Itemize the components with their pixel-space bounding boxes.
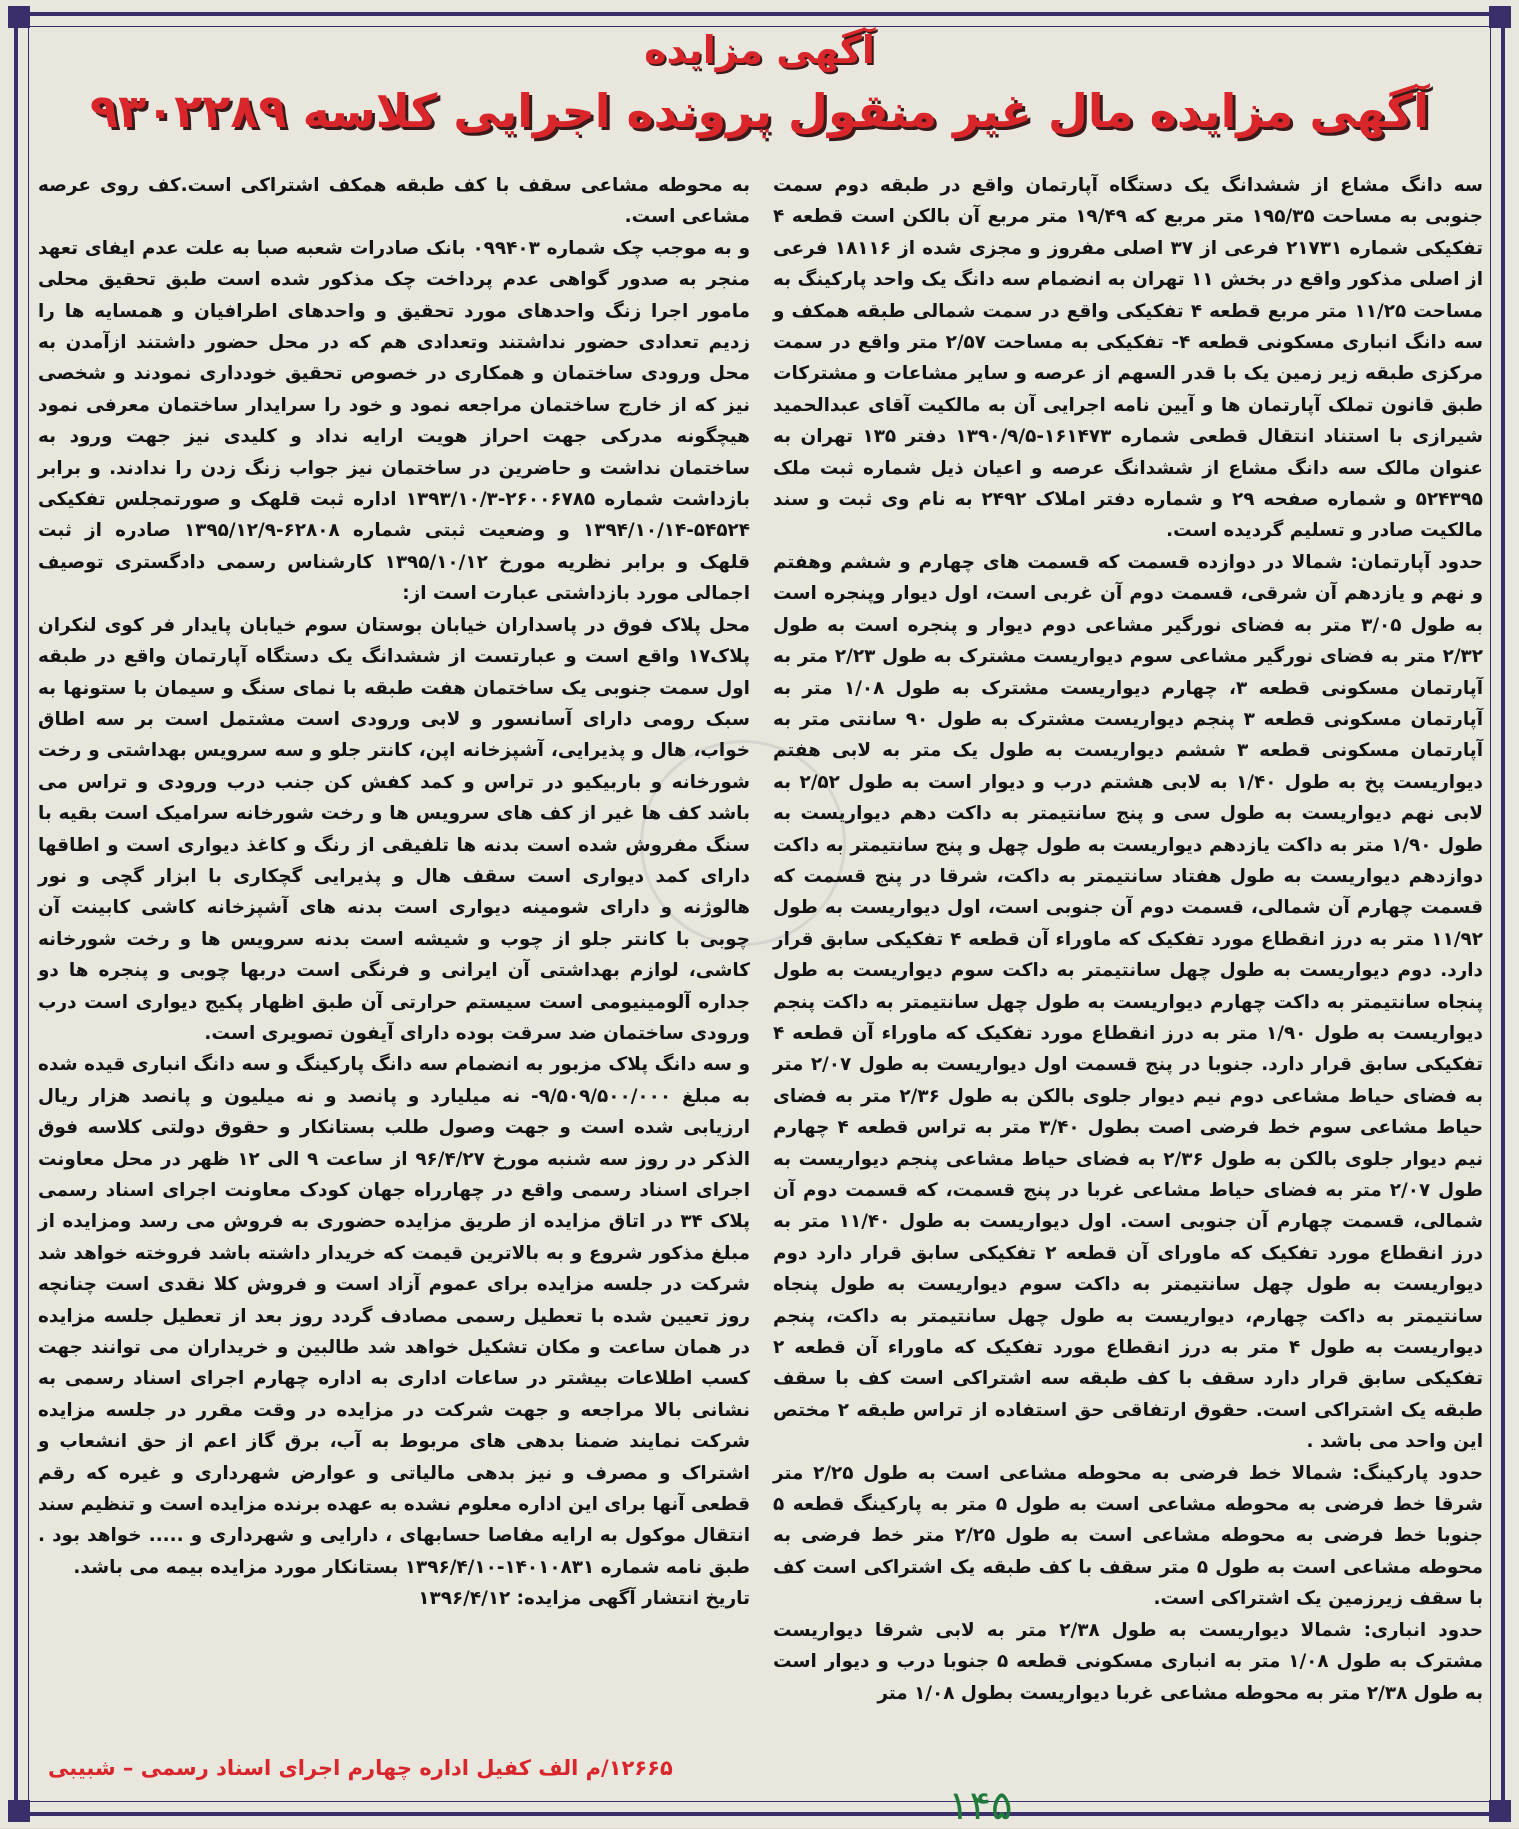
seizure-details-paragraph: و به موجب چک شماره ۰۹۹۴۰۳ بانک صادرات شعبه صبا به علت عدم ایفای تعهد منجر به صدور گواهی عدم پرداخت چک مذکور شده است طبق تحقیق محلی مامور اجرا زنگ واحدهای مورد تحقیق و واحدهای اطرافیان و همسایه ها را زدیم تعدادی حضور نداشتند وتعدادی هم که در محل حضور داشتند ازآمدن به محل ورودی ساختمان و همکاری در خصوص تحقیق خودداری نمودند و شخصی نیز که از خارج ساختمان مراجعه نمود و خود را سرایدار ساختمان معرفی نمود هیچگونه مدرکی جهت احراز هویت ارایه نداد و کلیدی نیز جهت ورود به ساختمان نداشت و حاضرین در ساختمان نیز جواب زنگ زدن را ندادند. و برابر بازداشت شماره ۲۶۰۰۶۷۸۵-۱۳۹۳/۱۰/۳ اداره ثبت قلهک و صورتمجلس تفکیکی ۵۴۵۲۴-۱۳۹۴/۱۰/۱۴ و وضعیت ثبتی شماره ۶۲۸۰۸-۱۳۹۵/۱۲/۹ صادره از ثبت قلهک و برابر نظریه مورخ ۱۳۹۵/۱۰/۱۲ کارشناس رسمی دادگستری توصیف اجمالی مورد بازداشتی عبارت است از: xyxy=(38,237,751,605)
left-text-column xyxy=(38,170,750,1615)
right-text-column xyxy=(773,170,1483,1709)
notice-title: آگهی مزایده xyxy=(644,28,875,72)
frame-corner xyxy=(1489,1800,1511,1822)
official-signature-line: ۱۲۶۶۵/م الف کفیل اداره چهارم اجرای اسناد رسمی – شبیبی xyxy=(48,1756,673,1780)
frame-corner xyxy=(8,1800,30,1822)
property-description-paragraph: سه دانگ مشاع از ششدانگ یک دستگاه آپارتمان واقع در طبقه دوم سمت جنوبی به مساحت ۱۹۵/۳۵ متر مربع که ۱۹/۴۹ متر مربع آن بالکن است قطعه ۴ تفکیکی شماره ۲۱۷۳۱ فرعی از ۳۷ اصلی مفروز و مجزی شده از ۱۸۱۱۶ فرعی از اصلی مذکور واقع در بخش ۱۱ تهران به انضمام سه دانگ یک واحد پارکینگ به مساحت ۱۱/۲۵ متر مربع قطعه ۴ تفکیکی واقع در سمت شمالی طبقه همکف و سه دانگ انباری مسکونی قطعه ۴- تفکیکی به مساحت ۲/۵۷ متر واقع در سمت مرکزی طبقه زیر زمین یک با قدر السهم از عرصه و سایر مشاعات و مشترکات طبق قانون تملک آپارتمان ها و آیین نامه اجرایی آن به مالکیت آقای عبدالحمید شیرازی با استناد انتقال قطعی شماره ۱۶۱۴۷۳-۱۳۹۰/۹/۵ دفتر ۱۳۵ تهران به عنوان مالک سه دانگ مشاع از ششدانگ عرصه و اعیان ذیل شماره ثبت ملک ۵۲۴۳۹۵ و شماره صفحه ۲۹ و شماره دفتر املاک ۲۴۹۲ به نام وی ثبت و سند مالکیت صادر و تسلیم گردیده است. xyxy=(773,175,1484,542)
notice-subtitle: آگهی مزایده مال غیر منقول پرونده اجرایی کلاسه ۹۳۰۲۲۸۹ xyxy=(90,84,1429,138)
parking-boundaries-paragraph: حدود پارکینگ: شمالا خط فرضی به محوطه مشاعی است به طول ۲/۲۵ متر شرقا خط فرضی به محوطه مشاعی است به طول ۵ متر به پارکینگ قطعه ۵ جنوبا خط فرضی به محوطه مشاعی است به طول ۲/۲۵ متر خط فرضی به محوطه مشاعی است به طول ۵ متر سقف با کف طبقه یک اشتراکی است کف با سقف زیرزمین یک اشتراکی است. xyxy=(773,1462,1483,1610)
publication-date: تاریخ انتشار آگهی مزایده: ۱۳۹۶/۴/۱۲ xyxy=(418,1588,750,1610)
apartment-boundaries-paragraph: حدود آپارتمان: شمالا در دوازده قسمت که قسمت های چهارم و ششم وهفتم و نهم و یازدهم آن شرقی، قسمت دوم آن غربی است، اول دیوار وپنجره است به طول ۳/۰۵ متر به فضای نورگیر مشاعی دوم دیوار و پنجره است به طول ۲/۳۲ متر به فضای نورگیر مشاعی سوم دیواریست مشترک به طول ۲/۲۳ متر به آپارتمان مسکونی قطعه ۳، چهارم دیواریست مشترک به طول ۱/۰۸ متر به آپارتمان مسکونی قطعه ۳ پنجم دیواریست مشترک به طول ۹۰ سانتی متر به آپارتمان مسکونی قطعه ۳ ششم دیواریست به طول یک متر به لابی هفتم دیواریست پخ به طول ۱/۴۰ به لابی هشتم درب و دیوار است به طول ۲/۵۲ به لابی نهم دیواریست به طول سی و پنج سانتیمتر به داکت دهم دیواریست به طول ۱/۹۰ متر به داکت یازدهم دیواریست به طول چهل و پنج سانتیمتر به داکت دوازدهم دیواریست به طول هفتاد سانتیمتر به داکت، شرقا در پنج قسمت که قسمت چهارم آن شمالی، قسمت دوم آن جنوبی است، اول دیواریست به طول ۱۱/۹۲ متر به درز انقطاع مورد تفکیک که ماوراء آن قطعه ۴ تفکیکی سابق قرار دارد. دوم دیواریست به طول چهل سانتیمتر به داکت سوم دیواریست به طول پنجاه سانتیمتر به داکت چهارم دیواریست به طول چهل سانتیمتر به داکت پنجم دیواریست به طول ۱/۹۰ متر به درز انقطاع مورد تفکیک که ماوراء آن قطعه ۴ تفکیکی سابق قرار دارد. جنوبا در پنج قسمت اول دیواریست به طول ۲/۰۷ متر به فضای حیاط مشاعی دوم نیم دیوار جلوی بالکن به طول ۲/۳۶ متر به فضای حیاط مشاعی سوم خط فرضی اصت بطول ۳/۴۰ متر به تراس قطعه ۴ چهارم نیم دیوار جلوی بالکن به طول ۲/۳۶ به فضای حیاط مشاعی پنجم دیواریست به طول ۲/۰۷ متر به فضای حیاط مشاعی غربا در پنج قسمت، که قسمت دوم آن شمالی، قسمت چهارم آن جنوبی است. اول دیواریست به طول ۱۱/۴۰ متر به درز انقطاع مورد تفکیک که ماورای آن قطعه ۲ تفکیکی سابق قرار دارد دوم دیواریست به طول چهل سانتیمتر به داکت سوم دیواریست به طول پنجاه سانتیمتر به داکت چهارم، دیواریست به طول چهل سانتیمتر به داکت، پنجم دیواریست به طول ۴ متر به درز انقطاع مورد تفکیک که ماوراء آن قطعه ۲ تفکیکی سابق قرار دارد سقف با کف طبقه سه اشتراکی است کف با سقف طبقه یک اشتراکی است. حقوق ارتفاقی حق استفاده از تراس طبقه ۲ مختص این واحد می باشد . xyxy=(773,551,1484,1453)
frame-corner xyxy=(8,6,30,28)
frame-corner xyxy=(1489,6,1511,28)
storage-boundaries-paragraph: حدود انباری: شمالا دیواریست به طول ۲/۳۸ متر به لابی شرقا دیواریست مشترک به طول ۱/۰۸ متر به انباری مسکونی قطعه ۵ جنوبا درب و دیوار است به طول ۲/۳۸ متر به محوطه مشاعی غربا دیواریست بطول ۱/۰۸ متر xyxy=(773,1619,1483,1704)
storage-boundaries-continued: به محوطه مشاعی سقف با کف طبقه همکف اشتراکی است.کف روی عرصه مشاعی است. xyxy=(38,175,750,228)
property-location-paragraph: محل پلاک فوق در پاسداران خیابان بوستان سوم خیابان پایدار فر کوی لنکران پلاک۱۷ واقع است و عبارتست از ششدانگ یک دستگاه آپارتمان واقع در طبقه اول سمت جنوبی یک ساختمان هفت طبقه با نمای سنگ و سیمان با ستونها به سبک رومی دارای آسانسور و لابی ورودی است مشتمل است بر سه اطاق خواب، هال و پذیرایی، آشپزخانه اپن، کانتر جلو و سه سرویس بهداشتی و رخت شورخانه و باربیکیو در تراس و کمد کفش کن جنب درب ورودی و تراس می باشد کف ها غیر از کف های سرویس ها و رخت شورخانه سرامیک است بقیه با سنگ مفروش شده است بدنه ها تلفیقی از رنگ و کاغذ دیواری است و اطاقها دارای کمد دیواری است سقف هال و پذیرایی گچکاری با ابزار گچی و نور هالوژنه و دارای شومینه دیواری است بدنه های آشپزخانه کاشی کابینت آن چوبی با کانتر جلو از چوب و شیشه است بدنه سرویس ها و رخت شورخانه کاشی، لوازم بهداشتی آن ایرانی و فرنگی است دربها چوبی و پنجره ها دو جداره آلومینیومی است سیستم حرارتی آن طبق اظهار پکیج دیواری است درب ورودی ساختمان ضد سرقت بوده دارای آیفون تصویری است. xyxy=(38,614,750,1044)
auction-terms-paragraph: و سه دانگ پلاک مزبور به انضمام سه دانگ پارکینگ و سه دانگ انباری قیده شده به مبلغ ۹/۵۰۹/۵۰۰/۰۰۰- نه میلیارد و پانصد و نه میلیون و پانصد هزار ریال ارزیابی شده است و جهت وصول طلب بستانکار و حقوق دولتی کلاسه فوق الذکر در روز سه شنبه مورخ ۹۶/۴/۲۷ از ساعت ۹ الی ۱۲ ظهر در محل معاونت اجرای اسناد رسمی واقع در چهارراه جهان کودک معاونت اجرای اسناد رسمی پلاک ۳۴ در اتاق مزایده از طریق مزایده حضوری به فروش می رسد ومزایده از مبلغ مذکور شروع و به بالاترین قیمت که خریدار داشته باشد فروخته خواهد شد شرکت در جلسه مزایده برای عموم آزاد است و فروش کلا نقدی است چنانچه روز تعیین شده با تعطیل رسمی مصادف گردد روز بعد از تعطیل جلسه مزایده در همان ساعت و مکان تشکیل خواهد شد طالبین و خریداران می توانند جهت کسب اطلاعات بیشتر در ساعات اداری به اداره چهارم اجرای اسناد رسمی به نشانی بالا مراجعه و جهت شرکت در مزایده در وقت مقرر در جلسه مزایده شرکت نمایند ضمنا بدهی های مربوط به آب، برق گاز اعم از حق انشعاب و اشتراک و مصرف و نیز بدهی مالیاتی و عوارض شهرداری و غیره که رقم قطعی آنها برای این اداره معلوم نشده به عهده برنده مزایده است و تنظیم سند انتقال موکول به ارایه مفاصا حسابهای ، دارایی و شهرداری و ..... خواهد بود . طبق نامه شماره ۱۴۰۱۰۸۳۱-۱۳۹۶/۴/۱۰ بستانکار مورد مزایده بیمه می باشد. xyxy=(38,1054,751,1578)
handwritten-page-number: ۱۴۵ xyxy=(948,1783,1013,1829)
